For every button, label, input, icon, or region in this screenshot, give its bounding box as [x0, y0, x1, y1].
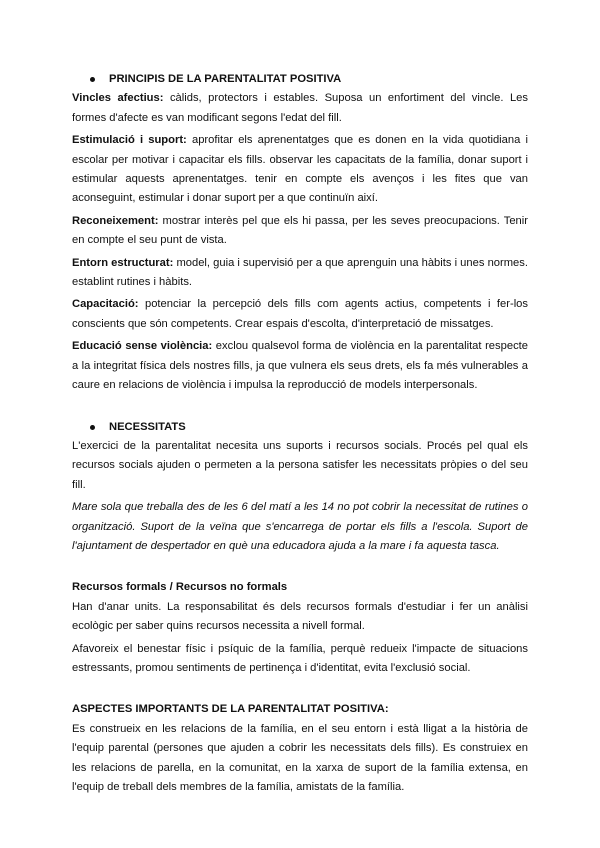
principle-educacio — [72, 337, 528, 395]
necessitats-heading — [90, 418, 528, 437]
spacer — [72, 681, 528, 700]
necessitats-example: Mare sola que treballa des de les 6 del matí a les 14 no pot cobrir la necessitat de rutines o organització. Suport de la veïna que s'encarrega de portar els fills a l'escola. Suport de l'ajuntament de despertador en què una educadora ajuda a la mare i fa aquesta tasca. — [72, 501, 528, 552]
recursos-paragraph-2: Afavoreix el benestar físic i psíquic de la família, perquè redueix l'impacte de situacions estressants, promou sentiments de pertinença i d'identitat, evita l'exclusió social. — [72, 642, 528, 674]
principle-text: càlids, protectors i estables. Suposa un enfortiment del vincle. Les formes d'afecte es van modificant segons l'edat del fill. — [72, 92, 528, 124]
principle-term: Educació sense violència: — [72, 340, 213, 353]
principle-text: potenciar la percepció dels fills com agents actius, competents i fer-los conscients que són competents. Crear espais d'escolta, d'interpretació de missatges. — [72, 298, 528, 330]
bullet-icon — [90, 425, 95, 430]
principle-term: Reconeixement: — [72, 214, 159, 227]
principis-title: PRINCIPIS DE LA PARENTALITAT POSITIVA — [109, 73, 342, 85]
bullet-icon — [90, 77, 95, 82]
principle-estimulacio — [72, 131, 528, 209]
aspectes-text: Es construeix en les relacions de la família, en el seu entorn i està lligat a la història de l'equip parental (persones que ajuden a cobrir les necessitats dels fills). Es construiex en les relacions de parella, en la comunitat, en la xarxa de suport de la família extensa, en l'equip de treball dels membres de la família, amistats de la família. — [72, 722, 528, 793]
principle-capacitacio — [72, 295, 528, 334]
spacer — [72, 399, 528, 418]
principle-entorn — [72, 254, 528, 293]
principle-term: Estimulació i suport: — [72, 134, 187, 147]
aspectes-title: ASPECTES IMPORTANTS DE LA PARENTALITAT POSITIVA: — [72, 703, 389, 716]
principle-text: mostrar interès pel que els hi passa, per les seves preocupacions. Tenir en compte el seu punt de vista. — [72, 214, 528, 247]
necessitats-text: L'exercici de la parentalitat necesita uns suports i recursos socials. Procés pel qual els recursos socials ajuden o permeten a la persona satisfer les necessitats pròpies o del seu fill. — [72, 439, 528, 491]
principle-term: Capacitació: — [72, 298, 139, 311]
spacer — [72, 559, 528, 578]
principle-text: aprofitar els aprenentatges que es donen en la vida quotidiana i escolar per motivar i capacitar els fills. observar les capacitats de la família, donar suport i estimular aquests aprenentatges. tenir en compte els avenços i les fites que van aconseguint, estimular i donar suport per a que continuïn així. — [72, 134, 529, 205]
principle-term: Vincles afectius: — [72, 92, 164, 105]
recursos-title: Recursos formals / Recursos no formals — [72, 581, 288, 594]
principle-term: Entorn estructurat: — [72, 256, 174, 269]
principle-text: model, guia i supervisió per a que aprenguin una hàbits i unes normes. establint rutines i hàbits. — [72, 256, 528, 289]
principis-heading — [90, 70, 528, 89]
principle-text: exclou qualsevol forma de violència en la parentalitat respecte a la integritat física dels nostres fills, ja que vulnera els seus drets, els fa més vulnerables a caure en relacions de violència i impulsa la reproducció de models interpersonals. — [72, 340, 528, 392]
necessitats-title: NECESSITATS — [109, 420, 186, 433]
recursos-paragraph-1: Han d'anar units. La responsabilitat és dels recursos formals d'estudiar i fer un anàlisi ecològic per saber quins recursos necessita a nivell formal. — [72, 600, 528, 633]
principle-reconeixement — [72, 212, 528, 251]
principle-vincles — [72, 89, 528, 128]
